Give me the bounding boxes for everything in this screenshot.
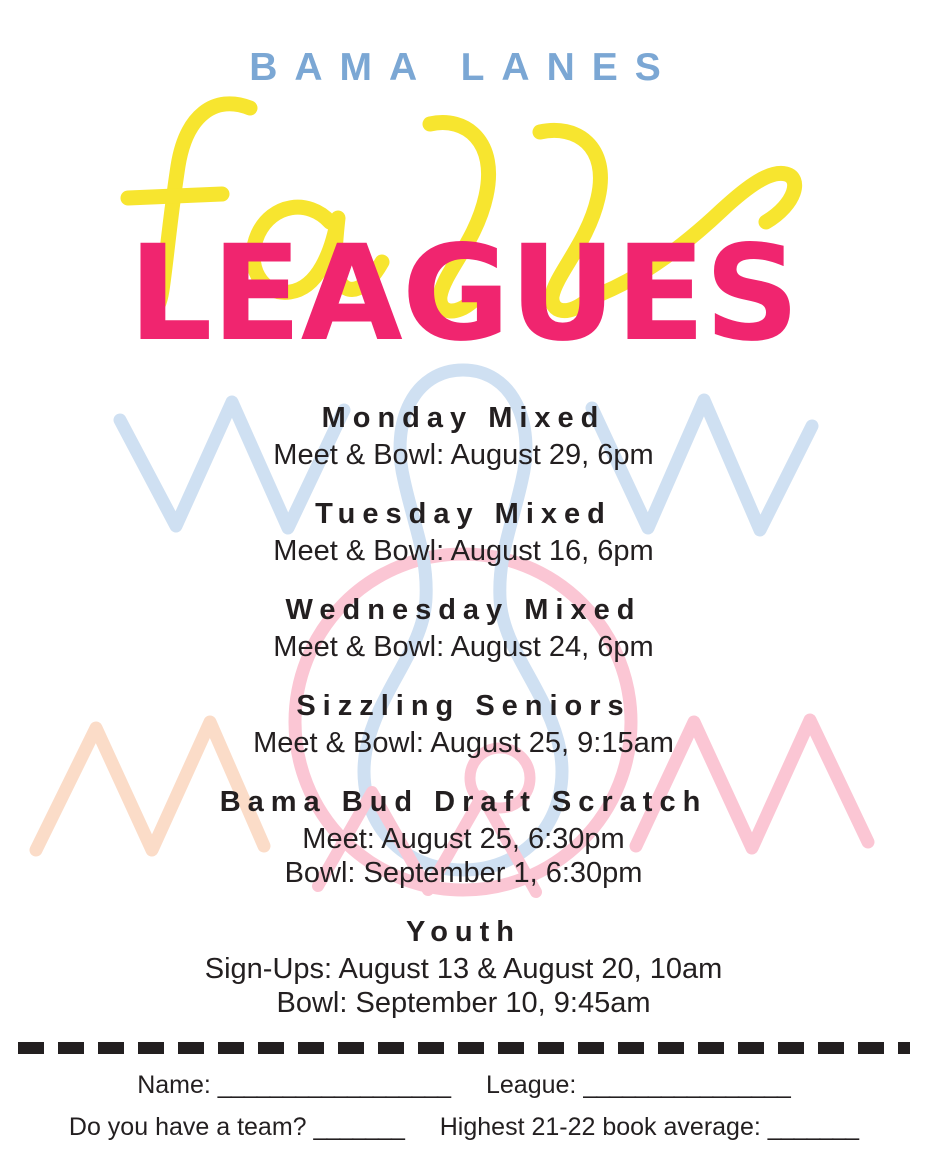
league-name: Sizzling Seniors <box>296 690 631 722</box>
league-item <box>0 686 927 760</box>
league-detail: Bowl: September 10, 9:45am <box>276 987 651 1019</box>
league-name: Wednesday Mixed <box>285 594 642 626</box>
league-name: Tuesday Mixed <box>315 498 612 530</box>
team-input-blank[interactable]: _______ <box>313 1113 404 1141</box>
league-item <box>0 590 927 664</box>
league-detail: Bowl: September 1, 6:30pm <box>284 857 643 889</box>
league-detail: Meet & Bowl: August 29, 6pm <box>273 439 654 471</box>
league-name: Youth <box>406 916 521 948</box>
average-input-blank[interactable]: _______ <box>767 1113 859 1141</box>
league-item <box>0 782 927 890</box>
league-item <box>0 912 927 1020</box>
league-input-blank[interactable]: ________________ <box>583 1071 790 1099</box>
league-name: Monday Mixed <box>321 402 606 434</box>
league-detail: Meet & Bowl: August 24, 6pm <box>273 631 654 663</box>
form-row-team-average <box>0 1106 927 1148</box>
league-schedule-list <box>0 398 927 1042</box>
league-label: League: <box>485 1071 577 1099</box>
signup-form <box>0 1064 927 1148</box>
league-detail: Meet & Bowl: August 16, 6pm <box>273 535 654 567</box>
league-item <box>0 494 927 568</box>
league-detail: Sign-Ups: August 13 & August 20, 10am <box>204 953 723 985</box>
name-label: Name: <box>137 1071 211 1099</box>
league-detail: Meet: August 25, 6:30pm <box>302 823 625 855</box>
page-title: LEAGUES <box>128 217 799 371</box>
team-question-label: Do you have a team? <box>68 1113 307 1141</box>
name-input-blank[interactable]: __________________ <box>217 1071 451 1099</box>
brand-name: BAMA LANES <box>249 46 678 89</box>
league-item <box>0 398 927 472</box>
league-detail: Meet & Bowl: August 25, 9:15am <box>253 727 674 759</box>
average-label: Highest 21-22 book average: <box>439 1113 761 1141</box>
form-row-name-league <box>0 1064 927 1106</box>
league-name: Bama Bud Draft Scratch <box>219 786 708 818</box>
dashed-cut-line-divider <box>18 1042 910 1054</box>
